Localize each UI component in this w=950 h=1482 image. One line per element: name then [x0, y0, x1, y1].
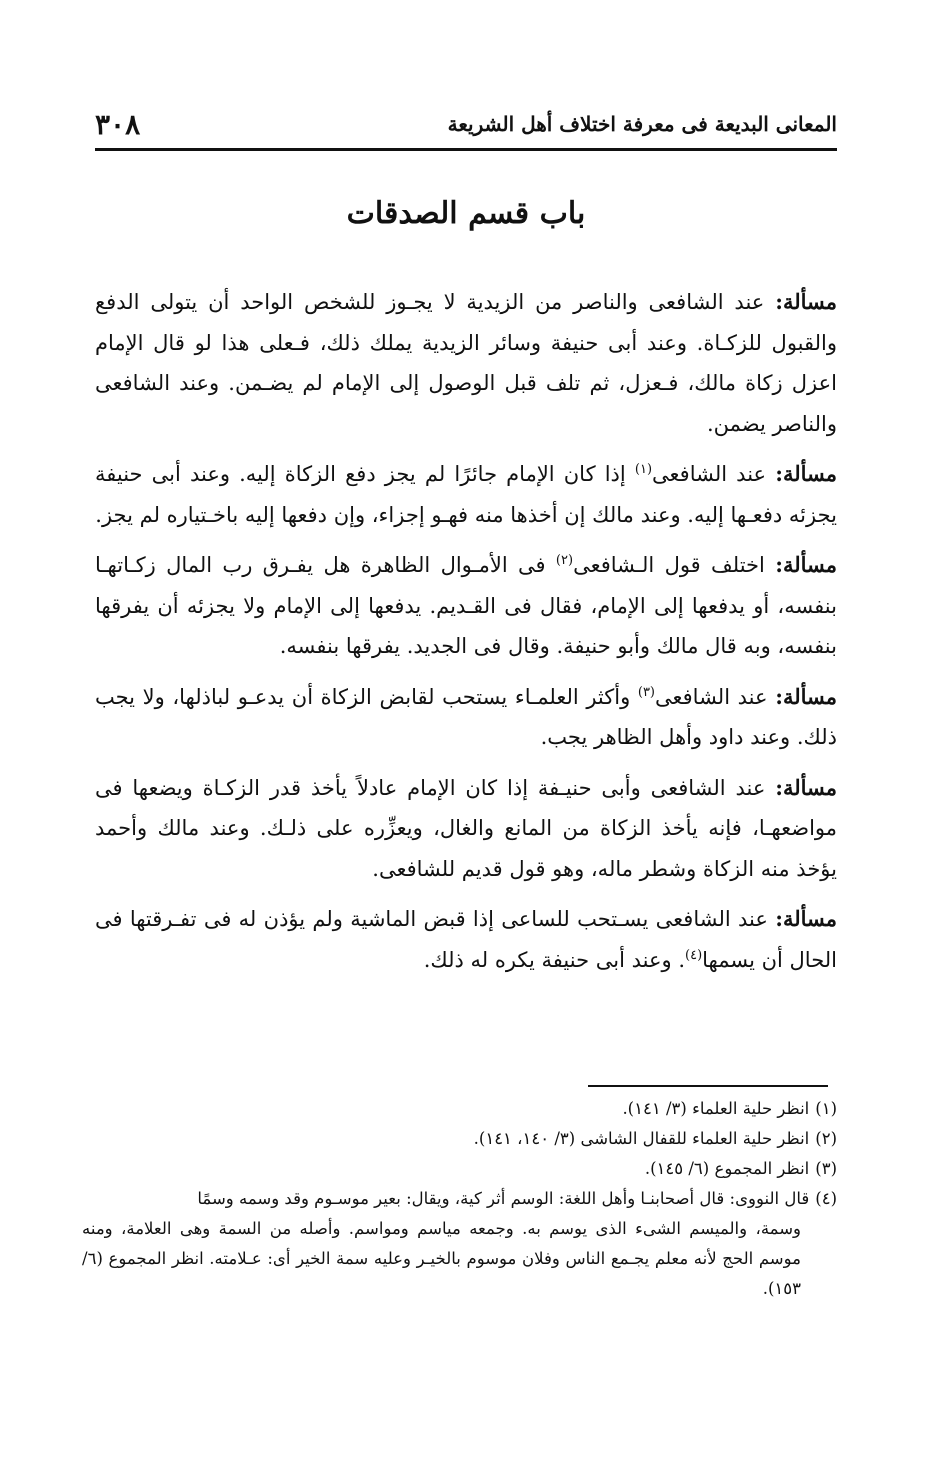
footnote-ref: (٣) [637, 684, 655, 700]
masala-text: وأكثر العلمـاء يستحب لقابض الزكاة أن يدعـو لباذلها، ولا يجب ذلك. وعند داود وأهل الظاهر يجب. [95, 684, 837, 749]
footnote-text: انظر حلية العلماء (٣/ ١٤١). [622, 1099, 810, 1118]
masala-label: مسألة: [775, 552, 837, 577]
footnotes [82, 1094, 837, 1304]
masala-text: فى الأمـوال الظاهرة هل يفـرق رب المال زكـاتهـا بنفسه، أو يدفعها إلى الإمام، فقال فى القـديم. يدفعها إلى الإمام ولا يجزئه أن يفرقها بنفسه، وبه قال مالك وأبو حنيفة. وقال فى الجديد. يفرقها بنفسه. [95, 553, 837, 658]
footnote-text: انظر المجموع (٦/ ١٤٥). [644, 1159, 810, 1178]
masala-label: مسألة: [775, 906, 837, 931]
footnote-text: قال النووى: قال أصحابنـا وأهل اللغة: الوسم أثر كية، ويقال: بعير موسـوم وقد وسمه وسمًا [197, 1189, 810, 1208]
masala-label: مسألة: [775, 461, 838, 486]
footnote [82, 1124, 837, 1154]
masala-label: مسألة: [775, 683, 837, 709]
footnote-number: (٣) [815, 1159, 837, 1178]
footnote-separator [588, 1085, 828, 1087]
main-text [95, 282, 837, 990]
footnote-ref: (٢) [555, 553, 574, 568]
footnote-text: انظر حلية العلماء للقفال الشاشى (٣/ ١٤٠، ١٤١). [473, 1129, 810, 1148]
masala-text: عند الشافعى وأبى حنيـفة إذا كان الإمام عادلاً يأخذ قدر الزكـاة ويضعها فى مواضعهـا، فإنه يأخذ الزكاة من المانع والغال، ويعزِّره على ذلـك. وعند مالك وأحمد يؤخذ منه الزكاة وشطر ماله، وهو قول قديم للشافعى. [95, 775, 837, 881]
masala-paragraph [95, 454, 837, 535]
masala-paragraph [95, 677, 837, 758]
footnote [82, 1184, 837, 1304]
footnote [82, 1094, 837, 1124]
masala-text: عند الشافعى يسـتحب للساعى إذا قبض الماشية ولم يؤذن له فى تفـرقتها فى الحال أن يسمها [95, 907, 837, 972]
masala-paragraph [95, 282, 837, 444]
chapter-title: باب قسم الصدقات [346, 196, 586, 231]
masala-label: مسألة: [775, 774, 837, 800]
masala-label: مسألة: [775, 289, 837, 314]
masala-text: اختلف قول الـشافعى [573, 553, 765, 577]
masala-text: عند الشافعى [652, 462, 767, 486]
masala-paragraph [95, 768, 837, 890]
footnote-continuation: وسمة، والميسم الشىء الذى يوسم به. وجمعه مياسم ومواسم. وأصله من السمة وهى العلامة، ومنه موسم الحج لأنه معلم يجـمع الناس وفلان موسوم بالخيـر وعليه سمة الخير أى: عـلامته. انظر المجموع (٦/ ١٥٣). [82, 1219, 801, 1298]
footnote-number: (١) [815, 1099, 837, 1118]
masala-paragraph [95, 545, 837, 667]
masala-text: عند الشافعى [655, 684, 768, 709]
masala-text: إذا كان الإمام جائرًا لم يجز دفع الزكاة إليه. وعند أبى حنيفة يجزئه دفعـها إليه. وعند مالك إن أخذها منه فهـو إجزاء، وإن دفعها إليه باخـتياره لم يجز. [95, 462, 837, 527]
masala-paragraph [95, 899, 837, 980]
footnote-number: (٢) [815, 1129, 837, 1148]
running-header [95, 108, 837, 151]
masala-text: . وعند أبى حنيفة يكره له ذلك. [423, 947, 685, 972]
footnote-number: (٤) [815, 1189, 837, 1208]
footnote-ref: (١) [634, 462, 653, 477]
page-number: ٣٠٨ [95, 108, 141, 141]
footnote-ref: (٤) [685, 947, 703, 963]
masala-text: عند الشافعى والناصر من الزيدية لا يجـوز للشخص الواحد أن يتولى الدفع والقبول للزكـاة. وعند أبى حنيفة وسائر الزيدية يملك ذلك، فـعلى هذا لو قال الإمام اعزل زكاة مالك، فـعزل، ثم تلف قبل الوصول إلى الإمام لم يضـمن. وعند الشافعى والناصر يضمن. [95, 290, 837, 436]
footnote [82, 1154, 837, 1184]
running-title: المعانى البديعة فى معرفة اختلاف أهل الشريعة [447, 112, 837, 136]
